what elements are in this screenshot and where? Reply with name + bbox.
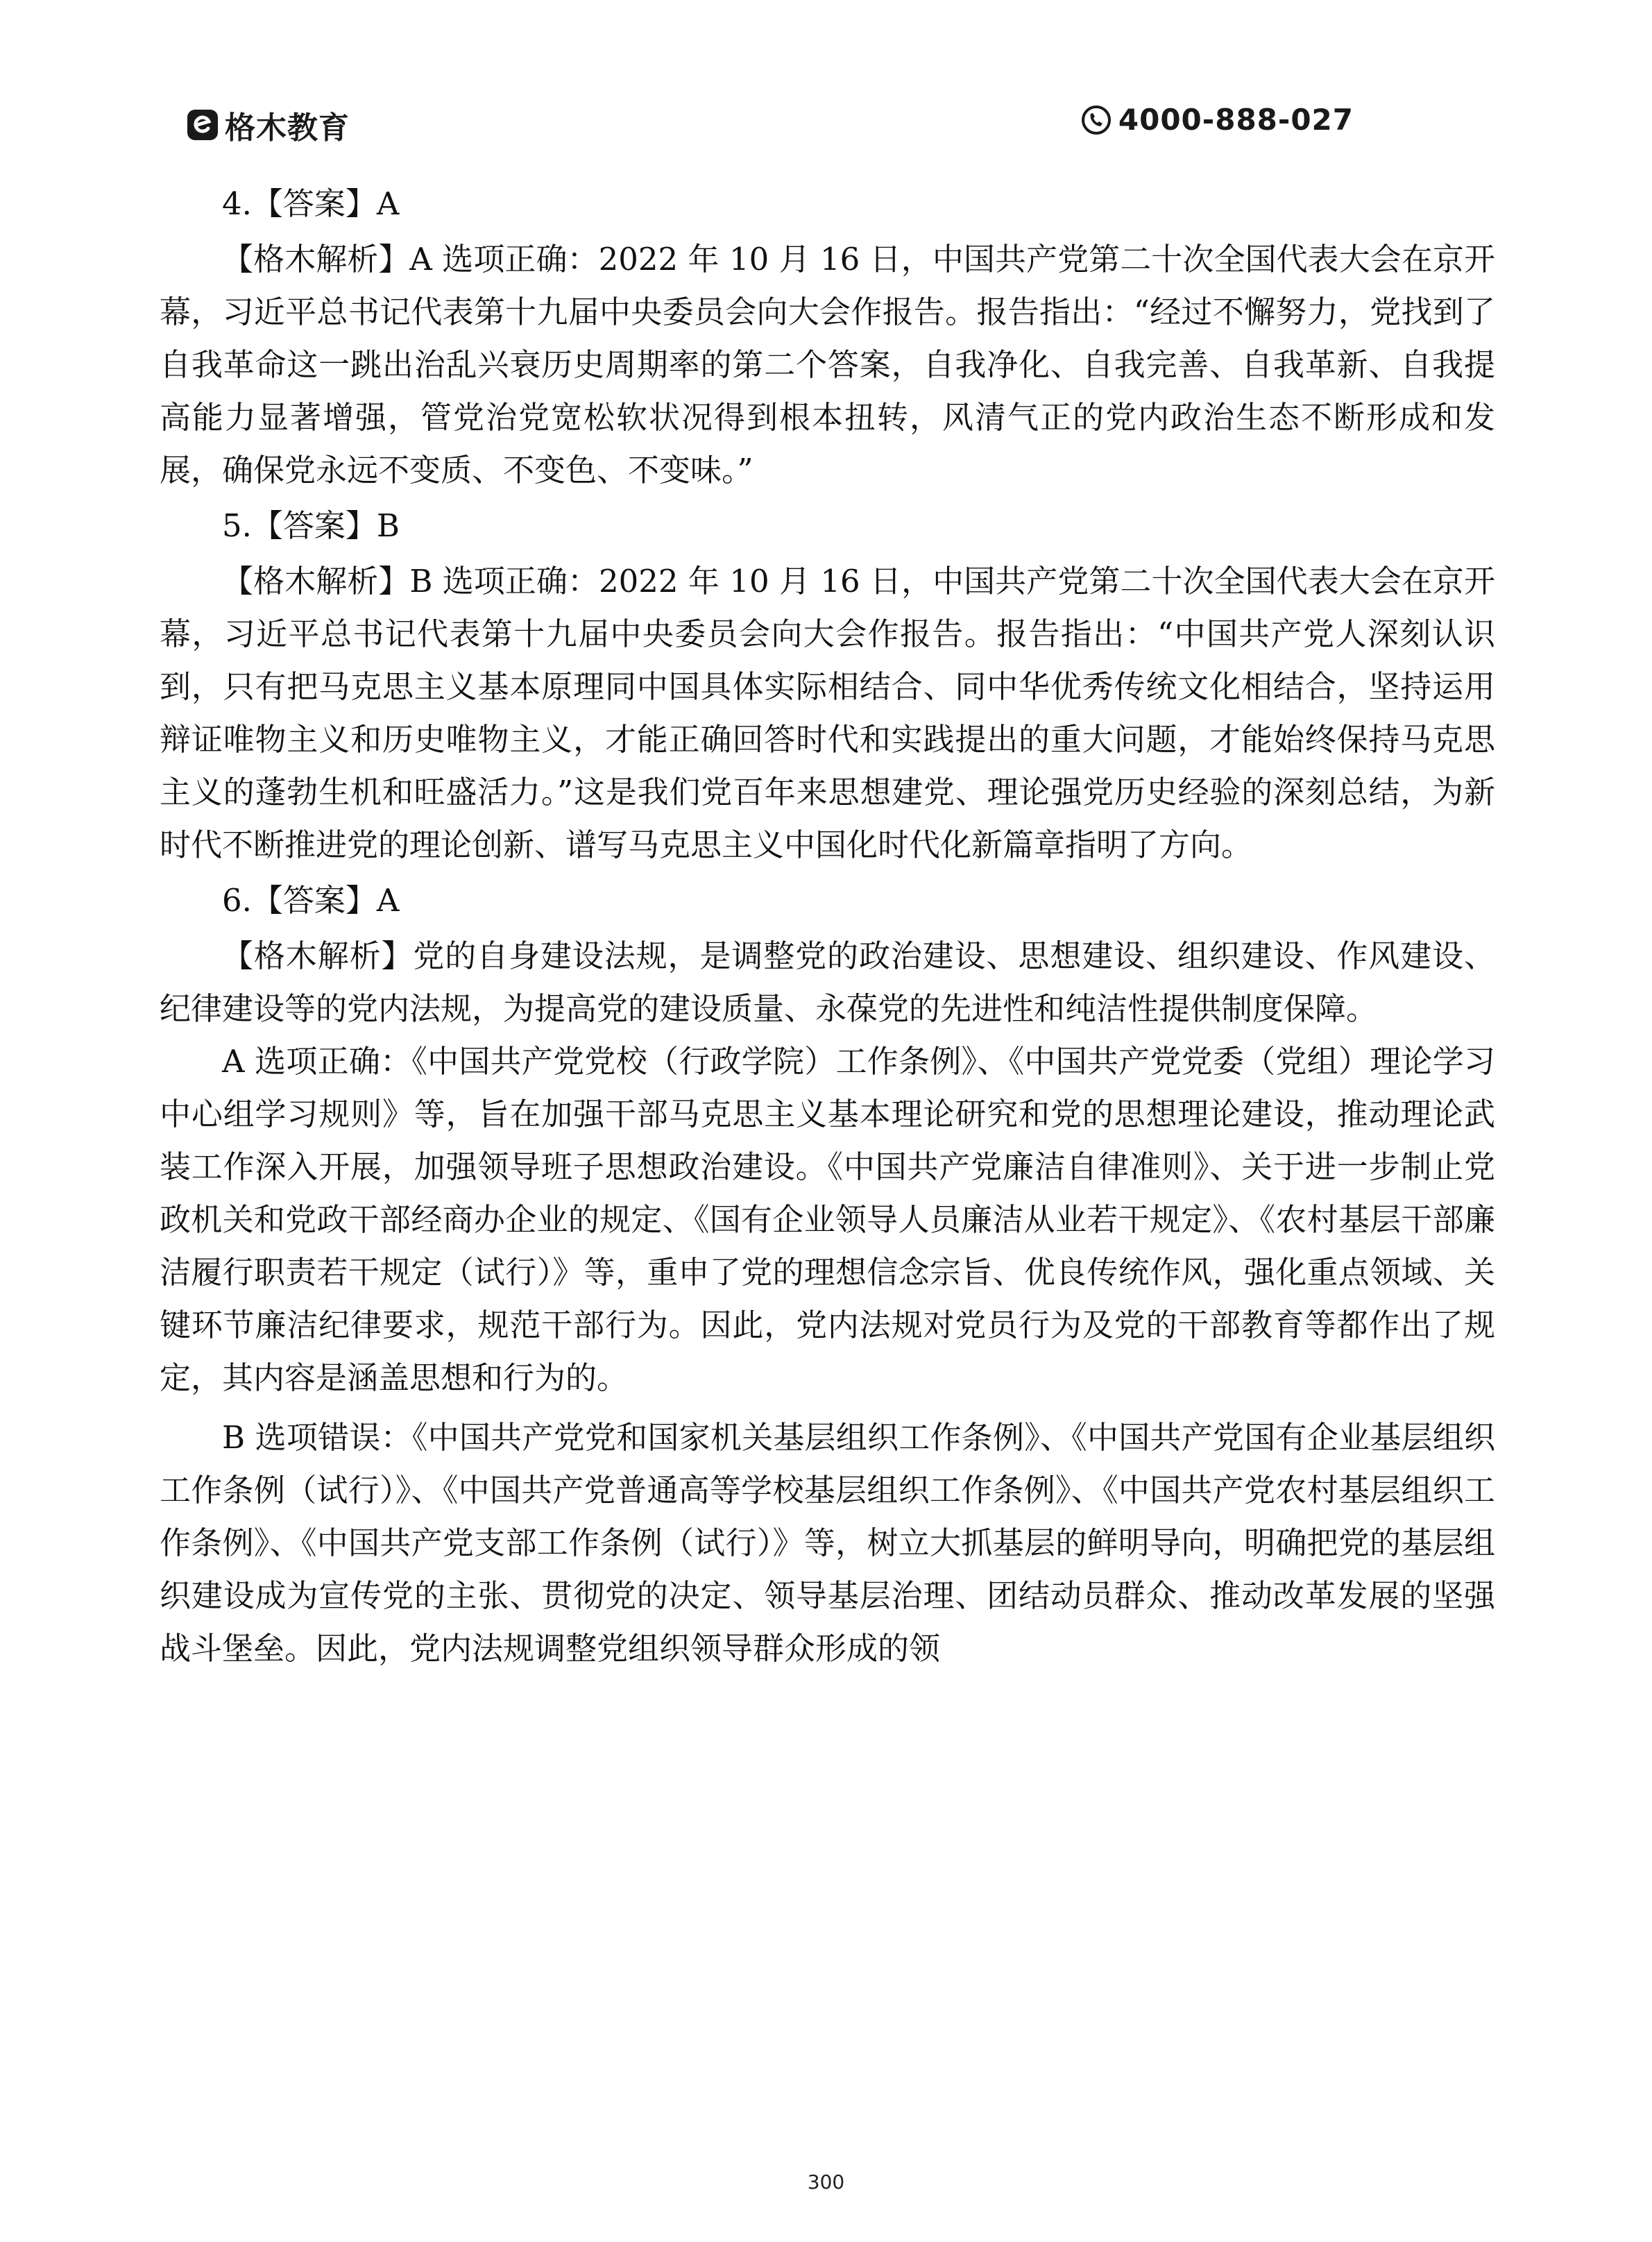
hotline-number: 4000-888-027 xyxy=(1118,103,1354,137)
analysis-paragraph: 【格木解析】B 选项正确：2022 年 10 月 16 日，中国共产党第二十次全国代表大会在京开幕，习近平总书记代表第十九届中央委员会向大会作报告。报告指出：“中国共产党人深刻认识到，只有把马克思主义基本原理同中国具体实际相结合、同中华优秀传统文化相结合，坚持运用辩证唯物主义和历史唯物主义，才能正确回答时代和实践提出的重大问题，才能始终保持马克思主义的蓬勃生机和旺盛活力。”这是我们党百年来思想建党、理论强党历史经验的深刻总结，为新时代不断推进党的理论创新、谱写马克思主义中国化时代化新篇章指明了方向。 xyxy=(160,563,1495,863)
phone-icon xyxy=(1081,105,1112,135)
brand xyxy=(187,103,350,147)
analysis-paragraph: 【格木解析】党的自身建设法规，是调整党的政治建设、思想建设、组织建设、作风建设、纪律建设等的党内法规，为提高党的建设质量、永葆党的先进性和纯洁性提供制度保障。 xyxy=(160,937,1495,1027)
e-logo-icon xyxy=(187,110,218,140)
hotline xyxy=(1081,103,1354,137)
brand-name: 格木教育 xyxy=(225,110,350,146)
page-header xyxy=(187,103,1465,144)
page-number: 300 xyxy=(807,2171,845,2193)
document-body xyxy=(160,175,1495,1675)
answer-line: 5.【答案】B xyxy=(222,507,400,544)
analysis-paragraph: 【格木解析】A 选项正确：2022 年 10 月 16 日，中国共产党第二十次全国代表大会在京开幕，习近平总书记代表第十九届中央委员会向大会作报告。报告指出：“经过不懈努力，党找到了自我革命这一跳出治乱兴衰历史周期率的第二个答案，自我净化、自我完善、自我革新、自我提高能力显著增强，管党治党宽松软状况得到根本扭转，风清气正的党内政治生态不断形成和发展，确保党永远不变质、不变色、不变味。” xyxy=(160,241,1495,489)
answer-line: 6.【答案】A xyxy=(222,882,400,919)
answer-line: 4.【答案】A xyxy=(222,185,400,222)
option-paragraph: B 选项错误：《中国共产党党和国家机关基层组织工作条例》、《中国共产党国有企业基层组织工作条例（试行）》、《中国共产党普通高等学校基层组织工作条例》、《中国共产党农村基层组织工作条例》、《中国共产党支部工作条例（试行）》等，树立大抓基层的鲜明导向，明确把党的基层组织建设成为宣传党的主张、贯彻党的决定、领导基层治理、团结动员群众、推动改革发展的坚强战斗堡垒。因此，党内法规调整党组织领导群众形成的领 xyxy=(160,1419,1495,1667)
option-paragraph: A 选项正确：《中国共产党党校（行政学院）工作条例》、《中国共产党党委（党组）理论学习中心组学习规则》等，旨在加强干部马克思主义基本理论研究和党的思想理论建设，推动理论武装工作深入开展，加强领导班子思想政治建设。《中国共产党廉洁自律准则》、关于进一步制止党政机关和党政干部经商办企业的规定、《国有企业领导人员廉洁从业若干规定》、《农村基层干部廉洁履行职责若干规定（试行）》等，重申了党的理想信念宗旨、优良传统作风，强化重点领域、关键环节廉洁纪律要求，规范干部行为。因此，党内法规对党员行为及党的干部教育等都作出了规定，其内容是涵盖思想和行为的。 xyxy=(160,1043,1495,1396)
